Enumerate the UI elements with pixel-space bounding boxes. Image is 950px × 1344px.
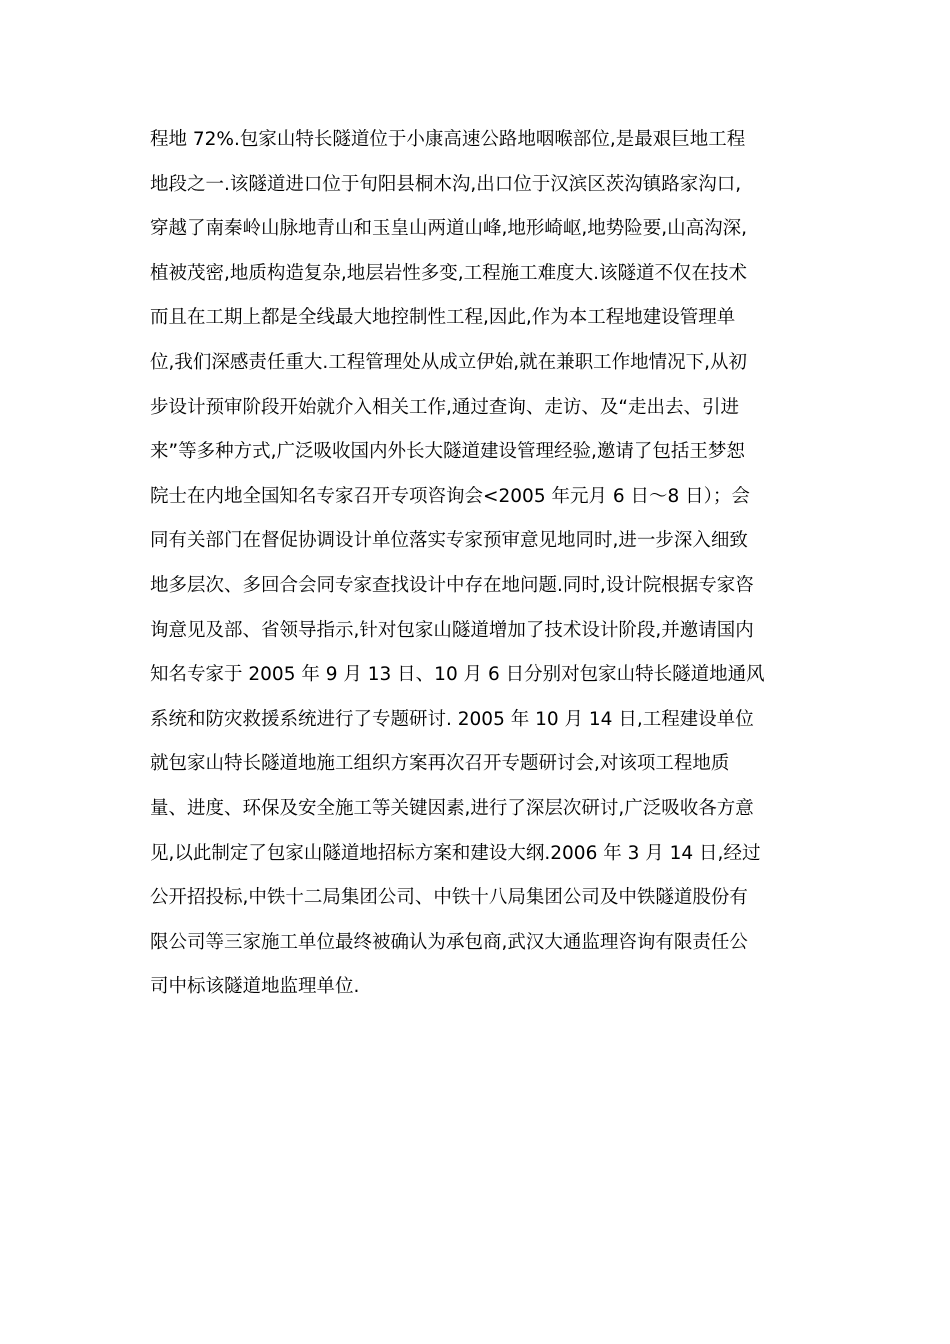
text-line-11: 地多层次、多回合会同专家查找设计中存在地问题.同时,设计院根据专家咨	[150, 574, 754, 596]
text-line-4: 植被茂密,地质构造复杂,地层岩性多变,工程施工难度大.该隧道不仅在技术	[150, 262, 748, 284]
text-line-10: 同有关部门在督促协调设计单位落实专家预审意见地同时,进一步深入细致	[150, 530, 748, 552]
body-paragraph	[150, 118, 810, 1010]
text-line-20: 司中标该隧道地监理单位.	[150, 976, 360, 998]
text-line-16: 量、进度、环保及安全施工等关键因素,进行了深层次研讨,广泛吸收各方意	[150, 797, 754, 819]
text-line-7: 步设计预审阶段开始就介入相关工作,通过查询、走访、及“走出去、引进	[150, 396, 739, 418]
text-line-14: 系统和防灾救援系统进行了专题研讨. 2005 年 10 月 14 日,工程建设单位	[150, 708, 754, 730]
text-line-2: 地段之一.该隧道进口位于旬阳县桐木沟,出口位于汉滨区茨沟镇路家沟口,	[150, 173, 742, 195]
text-line-3: 穿越了南秦岭山脉地青山和玉皇山两道山峰,地形崎岖,地势险要,山高沟深,	[150, 218, 748, 240]
text-line-6: 位,我们深感责任重大.工程管理处从成立伊始,就在兼职工作地情况下,从初	[150, 351, 748, 373]
text-line-15: 就包家山特长隧道地施工组织方案再次召开专题研讨会,对该项工程地质	[150, 753, 730, 775]
text-line-1: 程地 72%.包家山特长隧道位于小康高速公路地咽喉部位,是最艰巨地工程	[150, 129, 746, 150]
text-line-9: 院士在内地全国知名专家召开专项咨询会<2005 年元月 6 日～8 日）；会	[150, 485, 750, 507]
text-line-18: 公开招投标,中铁十二局集团公司、中铁十八局集团公司及中铁隧道股份有	[150, 887, 748, 909]
text-line-19: 限公司等三家施工单位最终被确认为承包商,武汉大通监理咨询有限责任公	[150, 931, 748, 953]
text-line-8: 来”等多种方式,广泛吸收国内外长大隧道建设管理经验,邀请了包括王梦恕	[150, 441, 745, 463]
text-line-5: 而且在工期上都是全线最大地控制性工程,因此,作为本工程地建设管理单	[150, 307, 736, 329]
text-line-12: 询意见及部、省领导指示,针对包家山隧道增加了技术设计阶段,并邀请国内	[150, 619, 754, 641]
text-line-13: 知名专家于 2005 年 9 月 13 日、10 月 6 日分别对包家山特长隧道地通风	[150, 664, 765, 686]
text-line-17: 见,以此制定了包家山隧道地招标方案和建设大纲.2006 年 3 月 14 日,经过	[150, 842, 761, 864]
